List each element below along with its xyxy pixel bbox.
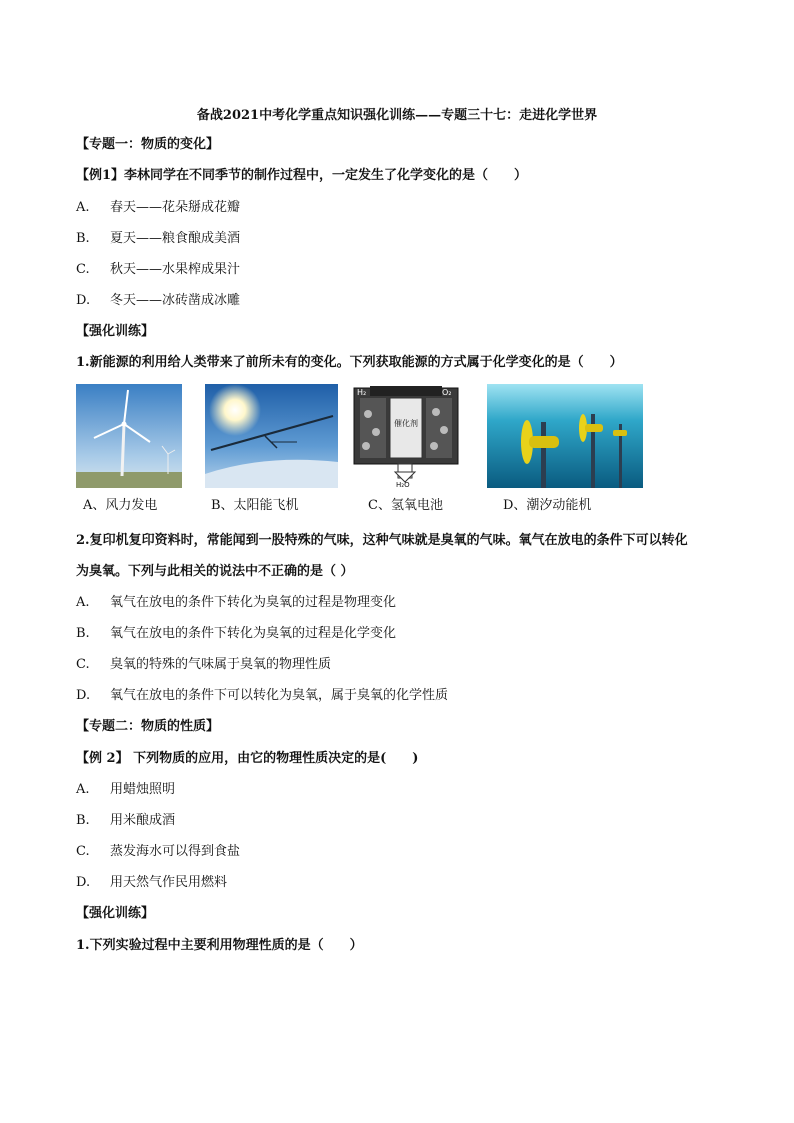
q2-option-a: A. 氧气在放电的条件下转化为臭氧的过程是物理变化 <box>76 595 397 610</box>
example1-option-b: B. 夏天——粮食酿成美酒 <box>76 231 241 246</box>
example2-option-c: C. 蒸发海水可以得到食盐 <box>76 844 241 859</box>
q1-caption-c: C、氢氧电池 <box>368 498 443 513</box>
q2-option-c: C. 臭氧的特殊的气味属于臭氧的物理性质 <box>76 657 332 672</box>
q1-question: 1.新能源的利用给人类带来了前所未有的变化。下列获取能源的方式属于化学变化的是（ ） <box>76 355 623 370</box>
fuel-cell-o2-label: O₂ <box>442 388 452 397</box>
q1-caption-b: B、太阳能飞机 <box>211 498 299 513</box>
example2-question: 【例 2】 下列物质的应用，由它的物理性质决定的是( ) <box>76 751 419 766</box>
example1-option-d: D. 冬天——冰砖凿成冰雕 <box>76 293 241 308</box>
q2-question-line2: 为臭氧。下列与此相关的说法中不正确的是（ ） <box>76 564 354 579</box>
fuel-cell-diagram <box>350 384 462 488</box>
training-heading-2: 【强化训练】 <box>76 906 155 921</box>
example2-option-a: A. 用蜡烛照明 <box>76 782 176 797</box>
q2-question-line1: 2.复印机复印资料时，常能闻到一股特殊的气味，这种气味就是臭氧的气味。氧气在放电的条件下可以转化 <box>76 533 688 548</box>
fuel-cell-catalyst-label: 催化剂 <box>394 419 418 428</box>
tidal-turbine-photo <box>487 384 643 488</box>
q1-caption-a: A、风力发电 <box>83 498 158 513</box>
example1-option-c: C. 秋天——水果榨成果汁 <box>76 262 241 277</box>
q2-option-b: B. 氧气在放电的条件下转化为臭氧的过程是化学变化 <box>76 626 397 641</box>
section2-q1-question: 1.下列实验过程中主要利用物理性质的是（ ） <box>76 938 363 953</box>
solar-plane-photo <box>205 384 338 488</box>
q2-option-d: D. 氧气在放电的条件下可以转化为臭氧，属于臭氧的化学性质 <box>76 688 449 703</box>
section1-heading: 【专题一：物质的变化】 <box>76 137 220 152</box>
example2-option-b: B. 用米酿成酒 <box>76 813 176 828</box>
q1-caption-d: D、潮汐动能机 <box>503 498 592 513</box>
wind-turbine-photo <box>76 384 182 488</box>
page-title: 备战2021中考化学重点知识强化训练——专题三十七：走进化学世界 <box>196 108 598 123</box>
fuel-cell-h2-label: H₂ <box>357 388 367 397</box>
fuel-cell-water-label: H₂O <box>396 481 410 488</box>
training-heading-1: 【强化训练】 <box>76 324 155 339</box>
section2-heading: 【专题二：物质的性质】 <box>76 719 220 734</box>
example1-question: 【例1】李林同学在不同季节的制作过程中，一定发生了化学变化的是（ ） <box>76 168 528 183</box>
example2-option-d: D. 用天然气作民用燃料 <box>76 875 228 890</box>
example1-option-a: A. 春天——花朵掰成花瓣 <box>76 200 241 215</box>
